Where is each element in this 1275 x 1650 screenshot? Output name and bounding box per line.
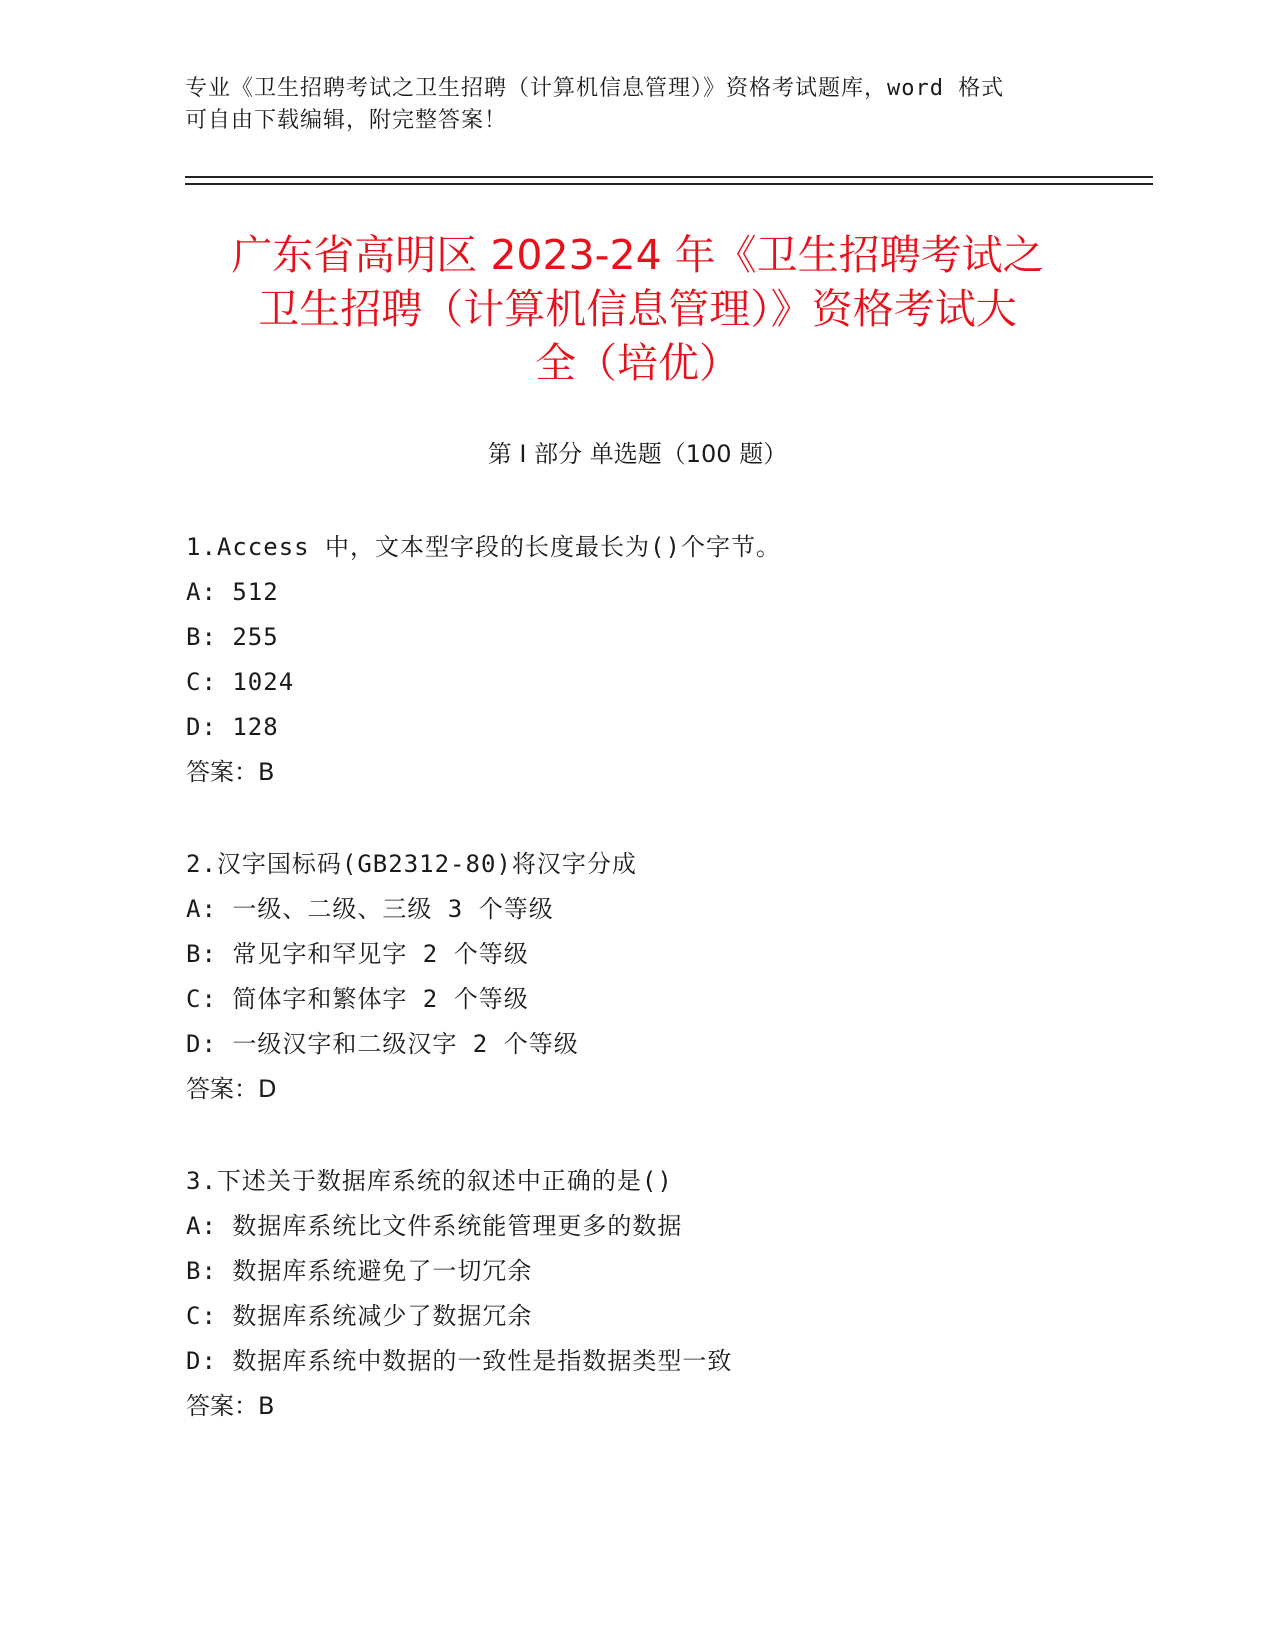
question-1 <box>186 525 1086 795</box>
option-b: B: 常见字和罕见字 2 个等级 <box>186 940 529 968</box>
question-stem: 3.下述关于数据库系统的叙述中正确的是() <box>186 1167 673 1195</box>
option-b: B: 数据库系统避免了一切冗余 <box>186 1257 533 1285</box>
document-title-line-1: 广东省高明区 2023-24 年《卫生招聘考试之 <box>231 231 1044 279</box>
question-list <box>186 525 1086 1476</box>
question-stem: 2.汉字国标码(GB2312-80)将汉字分成 <box>186 850 637 878</box>
header-divider-bottom <box>185 183 1153 185</box>
document-title-line-3: 全（培优） <box>535 339 740 387</box>
option-a: A: 数据库系统比文件系统能管理更多的数据 <box>186 1212 683 1240</box>
option-d: D: 一级汉字和二级汉字 2 个等级 <box>186 1030 579 1058</box>
question-3 <box>186 1159 1086 1429</box>
option-c: C: 简体字和繁体字 2 个等级 <box>186 985 529 1013</box>
question-2 <box>186 842 1086 1112</box>
question-stem: 1.Access 中，文本型字段的长度最长为()个字节。 <box>186 533 781 561</box>
option-b: B: 255 <box>186 623 279 651</box>
document-title-line-2: 卫生招聘（计算机信息管理）》资格考试大 <box>258 285 1017 333</box>
option-a: A: 512 <box>186 578 279 606</box>
section-heading: 第 I 部分 单选题（100 题） <box>487 440 788 468</box>
option-d: D: 128 <box>186 713 279 741</box>
option-d: D: 数据库系统中数据的一致性是指数据类型一致 <box>186 1347 733 1375</box>
answer-line: 答案：B <box>186 758 275 786</box>
answer-line: 答案：D <box>186 1075 277 1103</box>
header-note-line-1: 专业《卫生招聘考试之卫生招聘（计算机信息管理）》资格考试题库，word 格式 <box>185 76 1005 101</box>
option-a: A: 一级、二级、三级 3 个等级 <box>186 895 554 923</box>
answer-line: 答案：B <box>186 1392 275 1420</box>
header-divider-top <box>185 176 1153 178</box>
option-c: C: 1024 <box>186 668 295 696</box>
option-c: C: 数据库系统减少了数据冗余 <box>186 1302 533 1330</box>
header-note-line-2: 可自由下载编辑，附完整答案！ <box>185 108 508 133</box>
document-title <box>180 228 1095 390</box>
header-note <box>185 73 1065 137</box>
